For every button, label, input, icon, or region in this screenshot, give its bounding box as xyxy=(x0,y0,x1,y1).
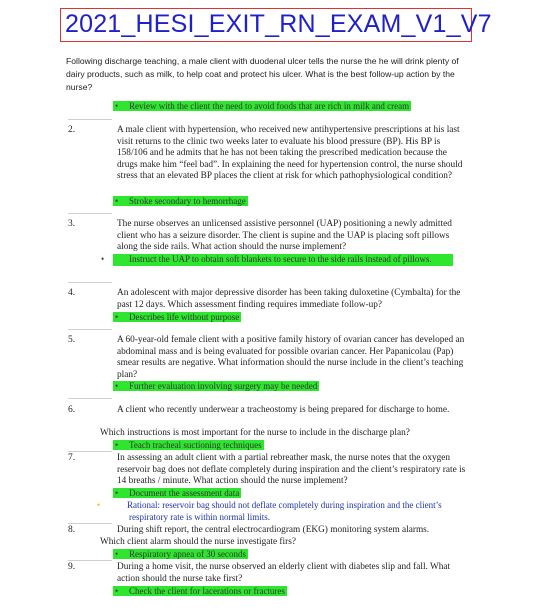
answer-6-highlight xyxy=(113,440,264,450)
answer-5-highlight xyxy=(113,381,319,391)
bullet-icon: • xyxy=(115,381,119,391)
question-7-text: In assessing an adult client with a partial rebreather mask, the nurse notes that the oxygen reservoir bag does not deflate completely during inspiration and the client’s respiratory rate is 14 breaths / minute. What action should the nurse implement? xyxy=(117,453,466,487)
question-3-number: 3. xyxy=(68,219,76,229)
answer-9 xyxy=(113,586,287,598)
answer-2-highlight xyxy=(113,196,248,206)
answer-1 xyxy=(113,101,411,113)
divider xyxy=(68,282,112,283)
answer-1-text: Review with the client the need to avoid foods that are rich in milk and cream xyxy=(129,101,410,111)
answer-7-text: Document the assessment data xyxy=(129,488,240,498)
answer-3-highlight xyxy=(101,254,453,266)
bullet-icon: • xyxy=(115,488,119,498)
question-3-text: The nurse observes an unlicensed assistive personnel (UAP) positioning a newly admitted client who has a seizure disorder. The client is supine and the UAP is placing soft pillows along the side rails. What action should the nurse implement? xyxy=(117,219,452,253)
answer-4-highlight xyxy=(113,312,241,322)
question-5-text: A 60-year-old female client with a positive family history of ovarian cancer has developed an abdominal mass and is being evaluated for possible ovarian cancer. Her Papanicolau (Pap) smear results are negative. What information should the nurse include in the client’s teaching plan? xyxy=(117,335,465,380)
document-title: 2021_HESI_EXIT_RN_EXAM_V1_V7 xyxy=(65,10,492,38)
question-1-text: Following discharge teaching, a male client with duodenal ulcer tells the nurse the he will drink plenty of dairy products, such as milk, to help coat and protect his ulcer. What is the best follow-up action by the nurse? xyxy=(66,56,459,92)
question-6-number: 6. xyxy=(68,405,76,415)
question-7-number: 7. xyxy=(68,453,76,463)
question-8-number: 8. xyxy=(68,525,76,535)
question-2-text: A male client with hypertension, who received new antihypertensive prescriptions at his last visit returns to the clinic two weeks later to evaluate his blood pressure (BP). His BP is 158/106 and he admits that he has not been taking the prescribed medication because the drugs make him “feel bad”. In explaining the need for hypertension control, the nurse should stress that an elevated BP places the client at risk for which pathophysiological condition? xyxy=(117,125,463,182)
question-6-text-a: A client who recently underwear a tracheostomy is being prepared for discharge to home. xyxy=(117,405,450,415)
answer-5-text: Further evaluation involving surgery may be needed xyxy=(129,381,318,391)
answer-4-text: Describes life without purpose xyxy=(129,312,240,322)
answer-8 xyxy=(113,549,248,561)
answer-7 xyxy=(113,488,241,500)
bullet-icon: • xyxy=(115,312,119,322)
rationale-7 xyxy=(97,500,463,523)
bullet-icon: • xyxy=(115,101,119,111)
answer-9-text: Check the client for lacerations or fractures xyxy=(129,586,285,596)
answer-7-highlight xyxy=(113,488,241,498)
bullet-icon: • xyxy=(115,440,119,450)
question-8-text-b: Which client alarm should the nurse investigate firs? xyxy=(100,537,296,547)
bullet-icon: • xyxy=(97,500,101,510)
question-8-text-a: During shift report, the central electrocardiogram (EKG) monitoring system alarms. xyxy=(117,525,430,535)
answer-3 xyxy=(101,254,453,266)
question-6-text-b: Which instructions is most important for the nurse to include in the discharge plan? xyxy=(100,428,410,438)
answer-2 xyxy=(113,196,248,208)
bullet-icon: • xyxy=(115,549,119,559)
answer-1-highlight xyxy=(113,101,411,111)
answer-6 xyxy=(113,440,264,452)
question-9-number: 9. xyxy=(68,562,76,572)
answer-6-text: Teach tracheal suctioning techniques xyxy=(129,440,262,450)
answer-2-text: Stroke secondary to hemorrhage xyxy=(129,196,246,206)
answer-8-highlight xyxy=(113,549,248,559)
divider xyxy=(68,213,112,214)
divider xyxy=(68,119,112,120)
bullet-icon: • xyxy=(115,586,119,596)
question-4-number: 4. xyxy=(68,288,76,298)
divider xyxy=(68,329,112,330)
answer-4 xyxy=(113,312,241,324)
divider xyxy=(68,560,112,561)
question-2-number: 2. xyxy=(68,125,76,135)
answer-3-text: Instruct the UAP to obtain soft blankets to secure to the side rails instead of pillows. xyxy=(129,254,432,264)
divider xyxy=(68,398,112,399)
question-9-text: During a home visit, the nurse observed an elderly client with diabetes slip and fall. What action should the nurse take first? xyxy=(117,562,451,584)
question-5-number: 5. xyxy=(68,335,76,345)
question-4-text: An adolescent with major depressive disorder has been taking duloxetine (Cymbalta) for the past 12 days. Which assessment finding requires immediate follow-up? xyxy=(117,288,461,310)
divider xyxy=(68,523,112,524)
answer-5 xyxy=(113,381,319,393)
answer-9-highlight xyxy=(113,586,287,596)
answer-8-text: Respiratory apnea of 30 seconds xyxy=(129,549,246,559)
rationale-7-text: Rational: reservoir bag should not deflate completely during inspiration and the client’s respiratory rate is within normal limits. xyxy=(127,500,442,522)
bullet-icon: • xyxy=(115,196,119,206)
document-title-box xyxy=(60,8,492,42)
divider xyxy=(68,451,112,452)
bullet-icon: • xyxy=(101,254,105,264)
